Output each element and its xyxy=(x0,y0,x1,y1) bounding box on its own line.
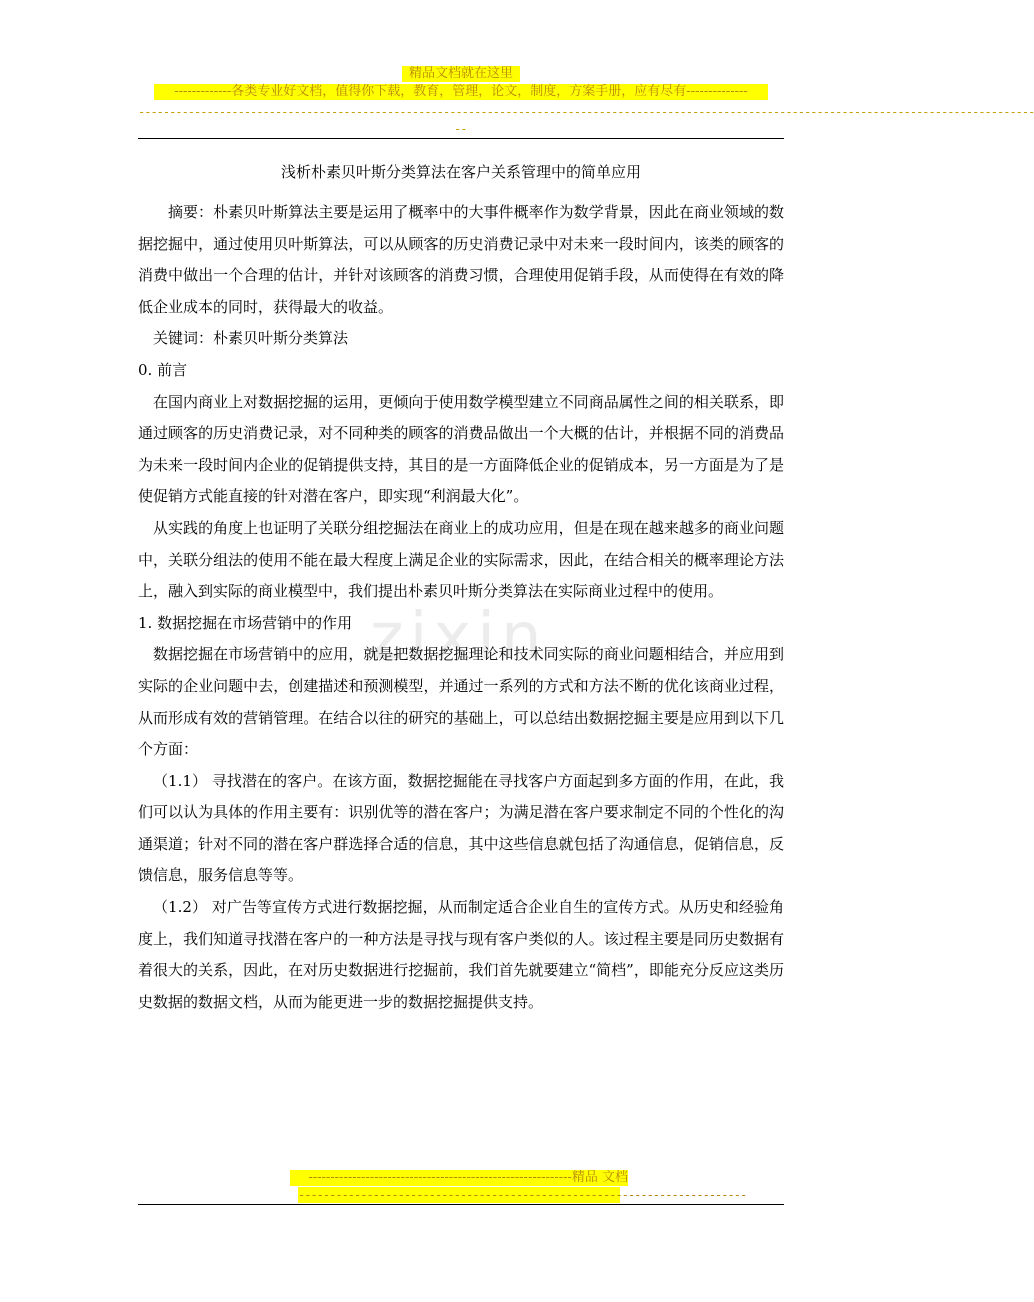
header-banner-title: 精品文档就在这里 xyxy=(402,66,520,82)
header-banner-subtitle: -------------各类专业好文档，值得你下载，教育，管理，论文，制度，方案手册，应有尽有-------------- xyxy=(154,84,768,100)
page-title: 浅析朴素贝叶斯分类算法在客户关系管理中的简单应用 xyxy=(280,163,641,181)
footer-banner-line-1: ------------------------------------------------------------精品 文档 xyxy=(290,1170,628,1186)
keywords-line: 关键词：朴素贝叶斯分类算法 xyxy=(153,329,349,348)
watermark: zixin xyxy=(370,600,548,674)
header-rule xyxy=(138,138,784,139)
section-1-heading: 1. 数据挖掘在市场营销中的作用 xyxy=(138,613,353,632)
footer-banner-line-2: ------------------------------------------------------------------------ xyxy=(298,1188,747,1202)
item-1-2-paragraph: （1.2） 对广告等宣传方式进行数据挖掘，从而制定适合企业自生的宣传方式。从历史和经验角度上，我们知道寻找潜在客户的一种方法是寻找与现有客户类似的人。该过程主要是同历史数据有着很大的关系，因此，在对历史数据进行挖掘前，我们首先就要建立“简档”，即能充分反应这类历史数据的数据文档，从而为能更进一步的数据挖掘提供支持。 xyxy=(138,898,784,1011)
article-body xyxy=(138,197,784,1018)
header-dash-line: ------------------------------------------------------------------------------------------------------------------------------------------------ xyxy=(138,105,1034,119)
section-0-heading: 0. 前言 xyxy=(138,360,188,379)
section-1-paragraph-1: 数据挖掘在市场营销中的应用，就是把数据挖掘理论和技术同实际的商业问题相结合，并应用到实际的企业问题中去，创建描述和预测模型，并通过一系列的方式和方法不断的优化该商业过程，从而形成有效的营销管理。在结合以往的研究的基础上，可以总结出数据挖掘主要是应用到以下几个方面： xyxy=(138,645,784,759)
footer-rule xyxy=(138,1204,784,1205)
section-0-paragraph-2: 从实践的角度上也证明了关联分组挖掘法在商业上的成功应用，但是在现在越来越多的商业问题中，关联分组法的使用不能在最大程度上满足企业的实际需求，因此，在结合相关的概率理论方法上，融入到实际的商业模型中，我们提出朴素贝叶斯分类算法在实际商业过程中的使用。 xyxy=(138,518,784,601)
header-dash-tail: -- xyxy=(454,122,467,136)
item-1-1-paragraph: （1.1） 寻找潜在的客户。在该方面，数据挖掘能在寻找客户方面起到多方面的作用，在此，我们可以认为具体的作用主要有：识别优等的潜在客户；为满足潜在客户要求制定不同的个性化的沟通渠道；针对不同的潜在客户群选择合适的信息，其中这些信息就包括了沟通信息，促销信息，反馈信息，服务信息等等。 xyxy=(138,771,784,885)
abstract-paragraph: 摘要：朴素贝叶斯算法主要是运用了概率中的大事件概率作为数学背景，因此在商业领域的数据挖掘中，通过使用贝叶斯算法，可以从顾客的历史消费记录中对未来一段时间内，该类的顾客的消费中做出一个合理的估计，并针对该顾客的消费习惯，合理使用促销手段，从而使得在有效的降低企业成本的同时，获得最大的收益。 xyxy=(138,203,784,316)
section-0-paragraph-1: 在国内商业上对数据挖掘的运用，更倾向于使用数学模型建立不同商品属性之间的相关联系，即通过顾客的历史消费记录，对不同种类的顾客的消费品做出一个大概的估计，并根据不同的消费品为未来一段时间内企业的促销提供支持，其目的是一方面降低企业的促销成本，另一方面是为了是使促销方式能直接的针对潜在客户，即实现“利润最大化”。 xyxy=(138,392,784,506)
